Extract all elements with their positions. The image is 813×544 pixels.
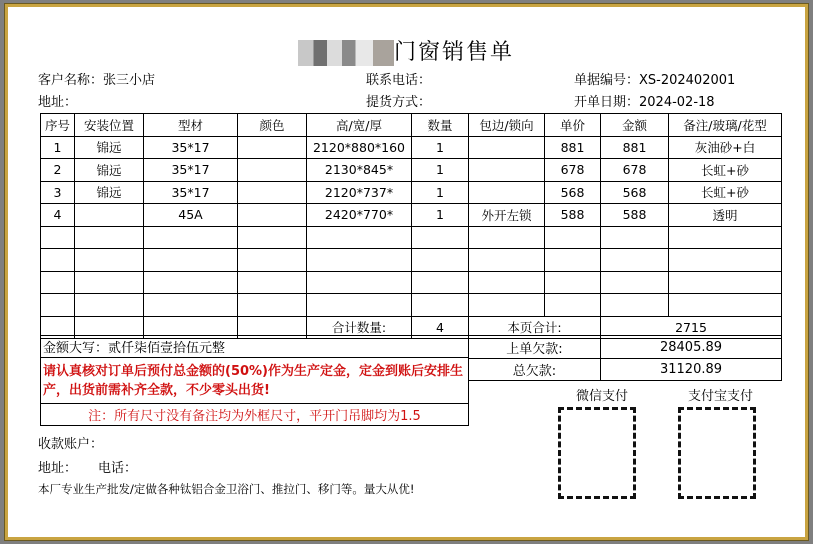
column-header: 数量	[412, 114, 469, 137]
table-cell: 588	[601, 204, 669, 227]
table-cell	[469, 181, 545, 204]
table-cell	[469, 159, 545, 182]
table-cell: 588	[545, 204, 601, 227]
table-cell	[469, 136, 545, 159]
table-cell: 2120*880*160	[307, 136, 412, 159]
table-row	[41, 294, 782, 317]
table-cell	[469, 249, 545, 272]
column-header: 包边/锁向	[469, 114, 545, 137]
column-header: 序号	[41, 114, 75, 137]
delivery-method: 提货方式：	[366, 95, 432, 110]
table-row	[41, 226, 782, 249]
column-header: 型材	[144, 114, 238, 137]
table-cell	[412, 249, 469, 272]
table-cell	[669, 271, 782, 294]
column-header: 安装位置	[75, 114, 144, 137]
total-debt-value: 31120.89	[600, 358, 782, 381]
total-qty: 4	[412, 316, 469, 339]
column-header: 颜色	[238, 114, 307, 137]
table-cell: 1	[412, 204, 469, 227]
table-cell: 35*17	[144, 181, 238, 204]
total-debt-label: 总欠款:	[468, 358, 601, 381]
column-header: 高/宽/厚	[307, 114, 412, 137]
table-cell	[238, 249, 307, 272]
table-cell	[307, 226, 412, 249]
table-cell: 1	[412, 136, 469, 159]
table-row	[41, 136, 782, 159]
table-cell: 2130*845*	[307, 159, 412, 182]
table-cell	[41, 226, 75, 249]
table-cell	[469, 271, 545, 294]
table-cell: 35*17	[144, 136, 238, 159]
table-cell: 长虹+砂	[669, 159, 782, 182]
blurred-company-name	[298, 40, 394, 66]
table-cell	[601, 271, 669, 294]
table-cell	[469, 294, 545, 317]
table-cell: 568	[545, 181, 601, 204]
table-cell	[601, 226, 669, 249]
table-cell	[307, 294, 412, 317]
table-cell	[238, 271, 307, 294]
total-qty-label: 合计数量:	[307, 316, 412, 339]
table-cell	[144, 249, 238, 272]
table-cell	[545, 226, 601, 249]
table-cell: 3	[41, 181, 75, 204]
contact-phone: 联系电话：	[366, 73, 432, 88]
table-cell: 1	[412, 181, 469, 204]
alipay-label: 支付宝支付	[688, 389, 754, 404]
table-cell: 4	[41, 204, 75, 227]
table-cell	[144, 294, 238, 317]
table-cell: 锦远	[75, 159, 144, 182]
prev-debt-value: 28405.89	[600, 335, 782, 359]
table-cell	[412, 294, 469, 317]
table-cell: 1	[412, 159, 469, 182]
amount-in-words: 金额大写：贰仟柒佰壹拾伍元整	[40, 335, 469, 358]
column-header: 金额	[601, 114, 669, 137]
table-cell	[601, 249, 669, 272]
footer-phone: 电话：	[98, 461, 138, 476]
table-row	[41, 159, 782, 182]
table-cell	[545, 294, 601, 317]
title-text: 门窗销售单	[394, 40, 515, 65]
table-cell	[238, 136, 307, 159]
column-header: 备注/玻璃/花型	[669, 114, 782, 137]
table-cell: 2420*770*	[307, 204, 412, 227]
table-cell: 锦远	[75, 136, 144, 159]
sales-slip	[5, 4, 808, 540]
table-cell: 灰油砂+白	[669, 136, 782, 159]
deposit-notice: 请认真核对订单后预付总金额的(50%)作为生产定金，定金到账后安排生产，出货前需补齐全款，不少零头出货!	[40, 357, 469, 404]
table-cell: 881	[545, 136, 601, 159]
wechat-pay-label: 微信支付	[576, 389, 629, 404]
table-cell: 长虹+砂	[669, 181, 782, 204]
table-cell: 外开左锁	[469, 204, 545, 227]
table-row	[41, 249, 782, 272]
table-cell	[545, 271, 601, 294]
table-cell	[75, 226, 144, 249]
table-cell	[238, 226, 307, 249]
table-row	[41, 271, 782, 294]
table-cell: 678	[601, 159, 669, 182]
page-total-label: 本页合计:	[469, 316, 601, 339]
table-cell: 881	[601, 136, 669, 159]
address: 地址：	[38, 95, 78, 110]
table-cell	[238, 204, 307, 227]
table-cell	[238, 294, 307, 317]
table-cell	[669, 249, 782, 272]
page-total: 2715	[601, 316, 782, 339]
table-cell: 锦远	[75, 181, 144, 204]
table-cell	[669, 294, 782, 317]
table-cell	[75, 249, 144, 272]
table-cell	[412, 226, 469, 249]
table-cell	[238, 159, 307, 182]
order-date: 开单日期：2024-02-18	[574, 95, 715, 110]
size-note: 注：所有尺寸没有备注均为外框尺寸，平开门吊脚均为1.5	[40, 403, 469, 426]
customer-name: 客户名称：张三小店	[38, 73, 156, 88]
table-cell: 透明	[669, 204, 782, 227]
table-cell	[75, 271, 144, 294]
column-header: 单价	[545, 114, 601, 137]
slogan: 本厂专业生产批发/定做各种钛铝合金卫浴门、推拉门、移门等。量大从优!	[38, 482, 415, 496]
items-table	[40, 113, 782, 339]
table-cell: 678	[545, 159, 601, 182]
table-cell	[601, 294, 669, 317]
table-cell	[75, 294, 144, 317]
doc-title	[298, 35, 514, 66]
payment-account: 收款账户：	[38, 437, 104, 452]
table-cell: 2120*737*	[307, 181, 412, 204]
table-cell: 35*17	[144, 159, 238, 182]
table-cell: 45A	[144, 204, 238, 227]
table-cell	[75, 204, 144, 227]
table-cell: 568	[601, 181, 669, 204]
table-row	[41, 204, 782, 227]
table-header	[41, 114, 782, 137]
table-cell	[238, 181, 307, 204]
table-cell	[307, 249, 412, 272]
wechat-qr-placeholder	[558, 407, 636, 499]
table-cell	[545, 249, 601, 272]
table-cell	[307, 271, 412, 294]
prev-debt-label: 上单欠款:	[468, 335, 601, 359]
footer-address: 地址：	[38, 461, 78, 476]
table-cell	[144, 226, 238, 249]
table-cell	[469, 226, 545, 249]
table-cell	[41, 249, 75, 272]
doc-number: 单据编号：XS-202402001	[574, 73, 736, 88]
table-cell	[669, 226, 782, 249]
table-cell: 2	[41, 159, 75, 182]
table-cell: 1	[41, 136, 75, 159]
table-cell	[41, 271, 75, 294]
alipay-qr-placeholder	[678, 407, 756, 499]
table-row	[41, 181, 782, 204]
table-cell	[412, 271, 469, 294]
table-cell	[41, 294, 75, 317]
table-cell	[144, 271, 238, 294]
